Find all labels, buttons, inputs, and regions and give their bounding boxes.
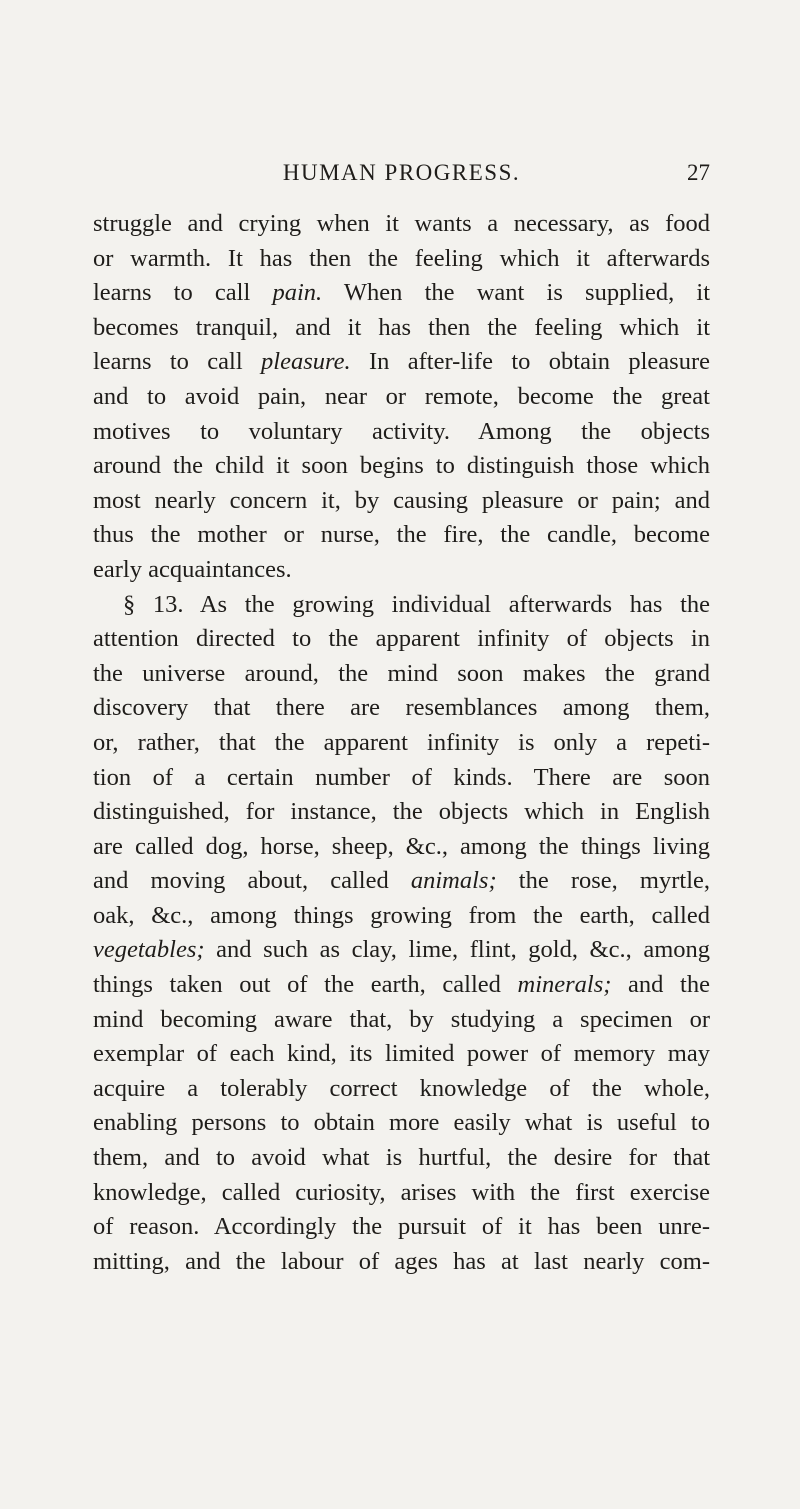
page-number: 27 <box>687 160 710 185</box>
text-line: learns to call pain. When the want is supplied, it <box>93 279 710 307</box>
text-line: thus the mother or nurse, the fire, the candle, become <box>93 521 710 549</box>
text-line: early acquaintances. <box>93 555 292 583</box>
text-line: around the child it soon begins to distinguish those which <box>93 452 710 480</box>
text-line: becomes tranquil, and it has then the feeling which it <box>93 313 710 341</box>
text-line: distinguished, for instance, the objects which in English <box>93 798 710 826</box>
page-header <box>93 160 710 190</box>
text-line: or warmth. It has then the feeling which it afterwards <box>93 244 710 272</box>
text-line: oak, &c., among things growing from the earth, called <box>93 901 710 929</box>
text-line: knowledge, called curiosity, arises with the first exercise <box>93 1178 710 1206</box>
text-line: acquire a tolerably correct knowledge of the whole, <box>93 1074 710 1102</box>
text-line: discovery that there are resemblances among them, <box>93 694 710 722</box>
text-line: struggle and crying when it wants a necessary, as food <box>93 210 710 237</box>
text-line: and to avoid pain, near or remote, become the great <box>93 382 710 410</box>
text-line: § 13. As the growing individual afterwards has the <box>123 590 710 618</box>
text-line: the universe around, the mind soon makes the grand <box>93 659 710 687</box>
text-line: learns to call pleasure. In after-life to obtain pleasure <box>93 348 710 376</box>
text-line: most nearly concern it, by causing pleasure or pain; and <box>93 486 710 514</box>
text-line: or, rather, that the apparent infinity is only a repeti- <box>93 728 710 756</box>
text-line: mind becoming aware that, by studying a specimen or <box>93 1005 710 1033</box>
text-line: vegetables; and such as clay, lime, flint, gold, &c., among <box>93 936 710 964</box>
body-text <box>93 207 710 1279</box>
text-line: motives to voluntary activity. Among the objects <box>93 417 710 445</box>
text-line: them, and to avoid what is hurtful, the desire for that <box>93 1144 710 1172</box>
text-line: are called dog, horse, sheep, &c., among the things living <box>93 832 710 860</box>
text-line: attention directed to the apparent infinity of objects in <box>93 625 710 653</box>
running-title: HUMAN PROGRESS. <box>282 160 521 185</box>
text-line: and moving about, called animals; the rose, myrtle, <box>93 867 710 895</box>
text-line: exemplar of each kind, its limited power of memory may <box>93 1040 710 1068</box>
text-line: enabling persons to obtain more easily what is useful to <box>93 1109 710 1137</box>
text-line: of reason. Accordingly the pursuit of it has been unre- <box>93 1213 710 1241</box>
text-line: mitting, and the labour of ages has at last nearly com- <box>93 1247 710 1275</box>
text-line: things taken out of the earth, called minerals; and the <box>93 971 710 999</box>
text-line: tion of a certain number of kinds. There are soon <box>93 763 710 791</box>
